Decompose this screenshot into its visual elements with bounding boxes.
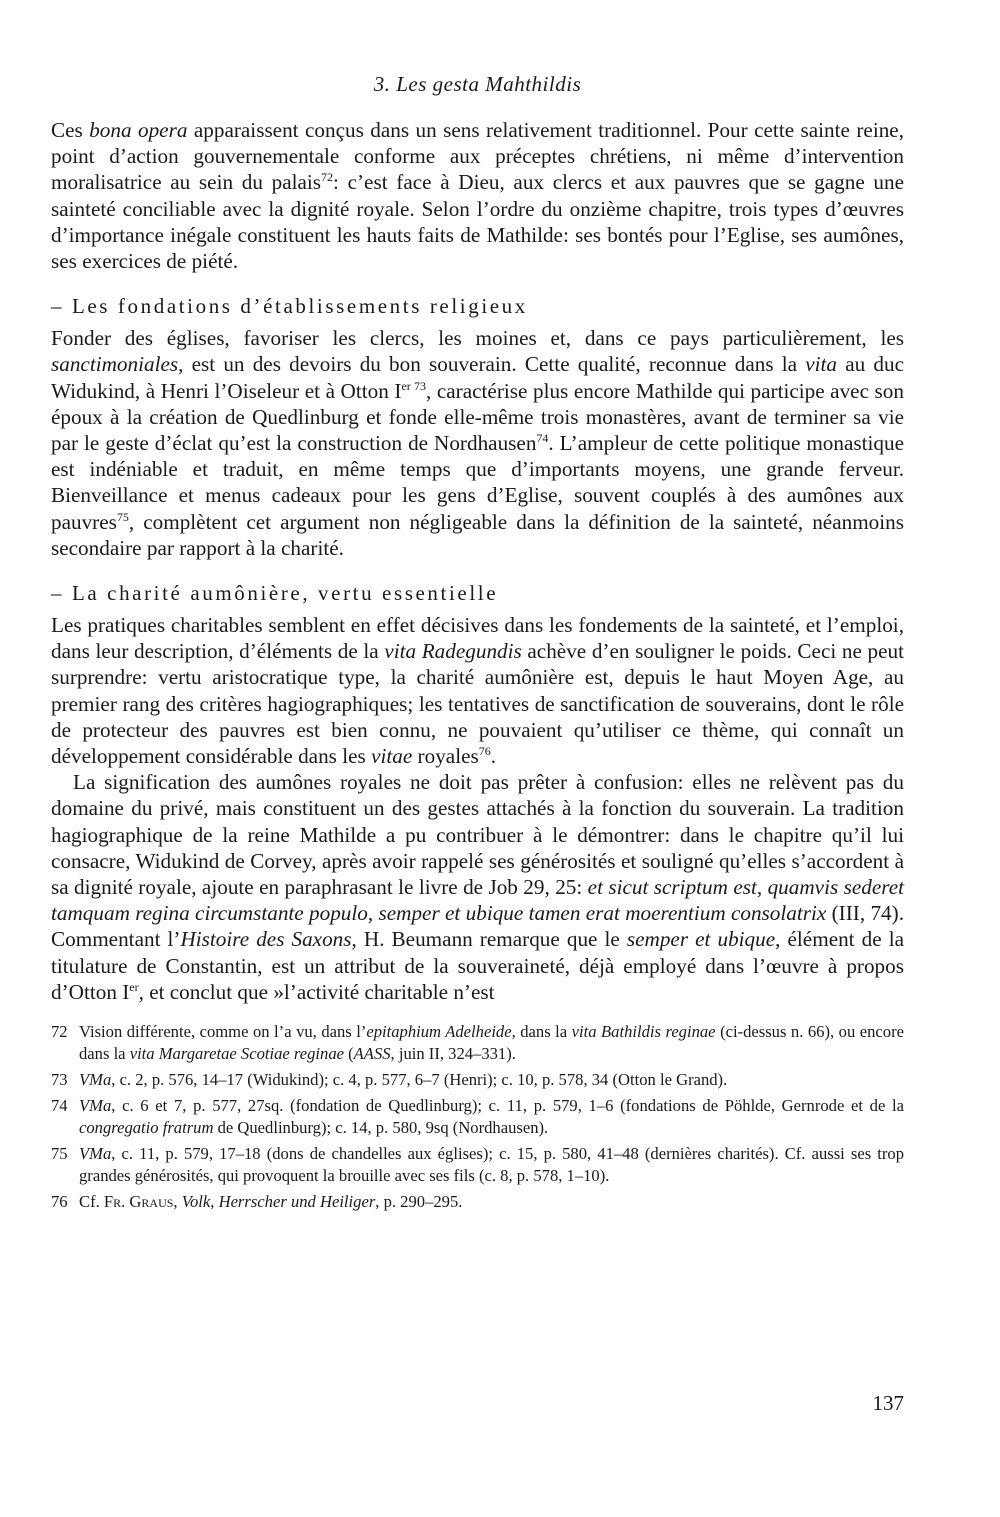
footnote-text: Cf. Fr. Graus, Volk, Herrscher und Heiliger, p. 290–295.: [79, 1192, 463, 1212]
footnote-number: 75: [51, 1144, 68, 1164]
footnotes: [51, 1021, 904, 1213]
book-page: [51, 72, 904, 1217]
paragraph-charite: Les pratiques charitables semblent en effet décisives dans les fondements de la sainteté, et l’emploi, dans leur description, d’éléments de la vita Radegundis achève d’en souligner le poids. Ceci ne peut surprendre: vertu aristocratique type, la charité aumônière est, depuis le haut Moyen Age, au premier rang des critères hagiographiques; les tentatives de sanctification de souverains, dont le rôle de protecteur des pauvres est bien connu, ne pouvaient qu’utiliser ce thème, qui connaît un développement considérable dans les vitae royales$^{76}$.: [51, 613, 904, 769]
footnote-ref-73[interactable]: er 73: [401, 378, 427, 393]
author-name: Fr. Graus: [103, 1192, 174, 1212]
footnote-72: [51, 1021, 904, 1065]
footnote-ref-76[interactable]: 76: [478, 744, 491, 758]
footnote-number: 76: [51, 1192, 68, 1212]
paragraph-intro: Ces bona opera apparaissent conçus dans un sens relativement traditionnel. Pour cette sainte reine, point d’action gouvernementale conforme aux préceptes chrétiens, ni même d’intervention moralisatrice au sein du palais$^{72}$: c’est face à Dieu, aux clercs et aux pauvres que se gagne une sainteté conciliable avec la dignité royale. Selon l’ordre du onzième chapitre, trois types d’œuvres d’importance inégale constituent les hauts faits de Mathilde: ses bontés pour l’Eglise, ses aumônes, ses exercices de piété.: [51, 118, 905, 274]
footnote-76: [51, 1191, 904, 1213]
section-heading-charite: – La charité aumônière, vertu essentielle: [51, 581, 499, 606]
paragraph-aumones: La signification des aumônes royales ne doit pas prêter à confusion: elles ne relèvent pas du domaine du privé, mais constituent un des gestes attachés à la fonction du souverain. La tradition hagiographique de la reine Mathilde a pu contribuer à le démontrer: dans le chapitre qu’il lui consacre, Widukind de Corvey, après avoir rappelé ses générosités et souligné qu’elles s’accordent à sa dignité royale, ajoute en paraphrasant le livre de Job 29, 25: et sicut scriptum est, quamvis sederet tamquam regina circumstante populo, semper et ubique tamen erat moerentium consolatrix (III, 74). Commentant l’Histoire des Saxons, H. Beumann remarque que le semper et ubique, élément de la titulature de Constantin, est un attribut de la souveraineté, déjà employé dans l’œuvre à propos d’Otton Ier, et conclut que »l’activité charitable n’est: [51, 770, 904, 1004]
footnote-text: VMa, c. 11, p. 579, 17–18 (dons de chandelles aux églises); c. 15, p. 580, 41–48 (dernières charités). Cf. aussi ses trop grandes générosités, qui provoquent la brouille avec ses fils (c. 8, p. 578, 1–10).: [79, 1144, 904, 1186]
page-number: 137: [872, 1391, 904, 1415]
footnote-ref-72[interactable]: 72: [321, 170, 334, 185]
footnote-ref-75[interactable]: 75: [116, 509, 129, 524]
footnote-text: VMa, c. 6 et 7, p. 577, 27sq. (fondation de Quedlinburg); c. 11, p. 579, 1–6 (fondations de Pöhlde, Gernrode et de la congregatio fratrum de Quedlinburg); c. 14, p. 580, 9sq (Nordhausen).: [79, 1096, 904, 1138]
footnote-74: [51, 1095, 904, 1139]
footnote-ref-74[interactable]: 74: [536, 430, 549, 445]
footnote-text: Vision différente, comme on l’a vu, dans l’epitaphium Adelheide, dans la vita Bathildis reginae (ci-dessus n. 66), ou encore dans la vita Margaretae Scotiae reginae (AASS, juin II, 324–331).: [79, 1022, 904, 1064]
running-head: 3. Les gesta Mahthildis: [373, 72, 582, 96]
section-heading-fondations: – Les fondations d’établissements religieux: [51, 294, 528, 319]
footnote-number: 73: [51, 1070, 68, 1090]
paragraph-fondations: Fonder des églises, favoriser les clercs, les moines et, dans ce pays particulièrement, les sanctimoniales, est un des devoirs du bon souverain. Cette qualité, reconnue dans la vita au duc Widukind, à Henri l’Oiseleur et à Otton $I^{er 73}$, caractérise plus encore Mathilde qui participe avec son époux à la création de Quedlinburg et fonde elle-même trois monastères, avant de terminer sa vie par le geste d’éclat qu’est la construction de Nordhausen$^{74}$. L’ampleur de cette politique monastique est indéniable et traduit, en même temps que d’importants moyens, une grande ferveur. Bienveillance et menus cadeaux pour les gens d’Eglise, souvent couplés à des aumônes aux pauvres$^{75}$, complètent cet argument non négligeable dans la définition de la sainteté, néanmoins secondaire par rapport à la charité.: [51, 326, 904, 560]
footnote-73: [51, 1069, 904, 1091]
footnote-text: VMa, c. 2, p. 576, 14–17 (Widukind); c. 4, p. 577, 6–7 (Henri); c. 10, p. 578, 34 (Otton le Grand).: [79, 1070, 728, 1090]
footnote-75: [51, 1143, 904, 1187]
footnote-number: 74: [51, 1096, 68, 1116]
footnote-number: 72: [51, 1022, 68, 1042]
